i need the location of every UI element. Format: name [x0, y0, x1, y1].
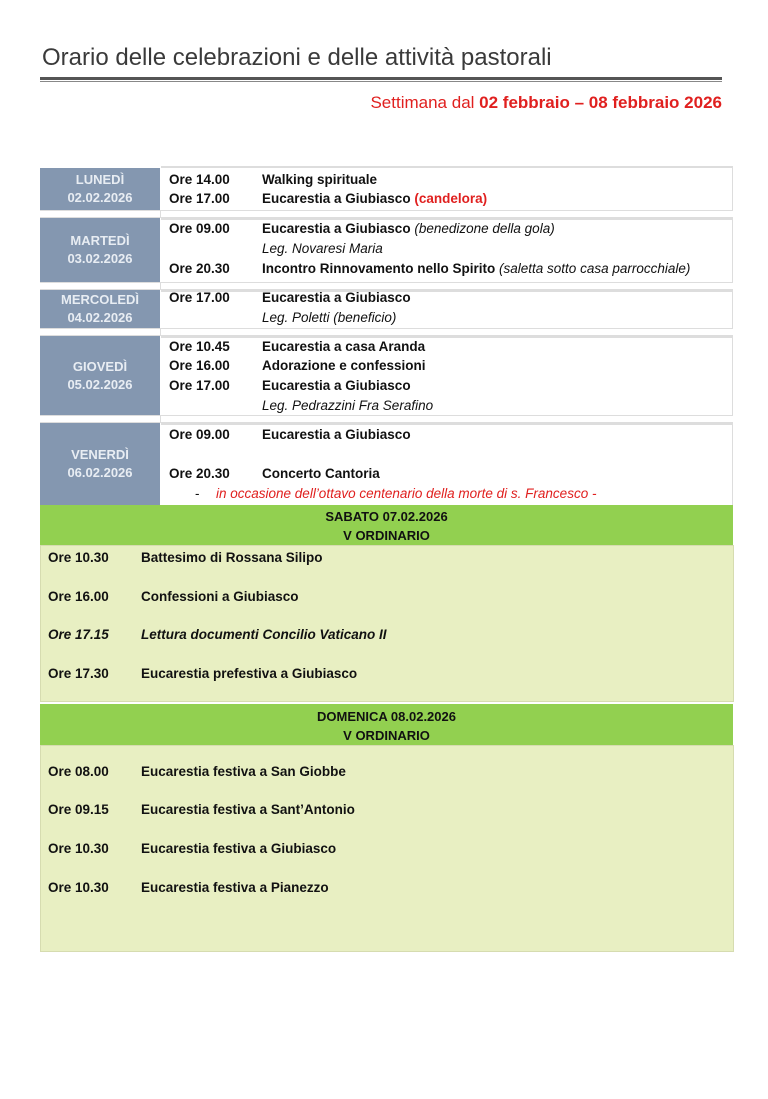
event-text: Eucarestia a Giubiasco [262, 290, 411, 305]
day-date: 03.02.2026 [67, 251, 133, 266]
day-cell-martedi [40, 218, 160, 282]
event-note: in occasione dell’ottavo centenario della morte di s. Francesco - [216, 486, 597, 501]
event-text: Eucarestia festiva a Pianezzo [141, 880, 329, 895]
row-gap [40, 210, 733, 218]
title-rule-thin [40, 81, 722, 82]
event-text: Eucarestia festiva a Sant’Antonio [141, 802, 355, 817]
event-note: Leg. Poletti (beneficio) [262, 310, 397, 325]
event-text [262, 261, 690, 276]
event-time: Ore 17.00 [169, 378, 230, 393]
saturday-subtitle: V ORDINARIO [343, 528, 430, 543]
event-text: Eucarestia a casa Aranda [262, 339, 426, 354]
event-time: Ore 17.15 [48, 627, 109, 642]
event-text: Concerto Cantoria [262, 466, 380, 481]
week-subtitle [370, 93, 722, 113]
day-cell-giovedi [40, 336, 160, 416]
event-text: Adorazione e confessioni [262, 358, 426, 373]
day-date: 06.02.2026 [67, 465, 133, 480]
saturday-title: SABATO 07.02.2026 [325, 509, 448, 524]
event-text: Eucarestia festiva a San Giobbe [141, 764, 346, 779]
day-date: 04.02.2026 [67, 310, 133, 325]
note-dash: - [195, 486, 200, 501]
event-text [262, 191, 487, 206]
event-text: Eucarestia prefestiva a Giubiasco [141, 666, 358, 681]
page-title: Orario delle celebrazioni e delle attività pastorali [42, 44, 552, 71]
event-time: Ore 17.00 [169, 191, 230, 206]
day-name: MARTEDÌ [70, 233, 130, 248]
event-time: Ore 10.45 [169, 339, 230, 354]
event-text: Battesimo di Rossana Silipo [141, 550, 323, 565]
event-time: Ore 10.30 [48, 550, 109, 565]
event-time: Ore 09.00 [169, 427, 230, 442]
event-text: Lettura documenti Concilio Vaticano II [141, 627, 387, 642]
day-cell-mercoledi [40, 290, 160, 328]
day-box [161, 290, 733, 330]
event-time: Ore 08.00 [48, 764, 109, 779]
event-time: Ore 20.30 [169, 466, 230, 481]
event-label: Eucarestia a Giubiasco [262, 221, 411, 236]
event-time: Ore 17.00 [169, 290, 230, 305]
event-extra: (benedizone della gola) [414, 221, 555, 236]
sunday-subtitle: V ORDINARIO [343, 728, 430, 743]
day-cell-lunedi [40, 168, 160, 210]
event-time: Ore 14.00 [169, 172, 230, 187]
event-text: Eucarestia a Giubiasco [262, 427, 411, 442]
row-gap [40, 328, 733, 336]
event-text [262, 221, 555, 236]
event-text: Eucarestia a Giubiasco [262, 378, 411, 393]
event-note: Leg. Novaresi Maria [262, 241, 383, 256]
event-extra: (candelora) [414, 191, 488, 206]
event-label: Incontro Rinnovamento nello Spirito [262, 261, 496, 276]
event-time: Ore 10.30 [48, 841, 109, 856]
day-name: LUNEDÌ [75, 172, 125, 187]
sunday-header [40, 704, 733, 745]
title-rule [40, 77, 722, 80]
event-note: Leg. Pedrazzini Fra Serafino [262, 398, 434, 413]
row-gap [40, 415, 733, 423]
event-text: Eucarestia festiva a Giubiasco [141, 841, 337, 856]
event-time: Ore 09.00 [169, 221, 230, 236]
event-text: Walking spirituale [262, 172, 378, 187]
event-time: Ore 10.30 [48, 880, 109, 895]
event-extra: (saletta sotto casa parrocchiale) [499, 261, 691, 276]
event-time: Ore 20.30 [169, 261, 230, 276]
event-label: Eucarestia a Giubiasco [262, 191, 411, 206]
subtitle-prefix: Settimana dal [370, 93, 480, 112]
day-date: 05.02.2026 [67, 377, 133, 392]
day-name: VENERDÌ [71, 447, 129, 462]
row-gap [40, 282, 733, 290]
day-date: 02.02.2026 [67, 190, 133, 205]
event-time: Ore 09.15 [48, 802, 109, 817]
day-name: MERCOLEDÌ [61, 292, 139, 307]
saturday-header [40, 505, 733, 545]
day-name: GIOVEDÌ [72, 359, 128, 374]
event-text: Confessioni a Giubiasco [141, 589, 299, 604]
event-time: Ore 16.00 [169, 358, 230, 373]
event-time: Ore 17.30 [48, 666, 109, 681]
sunday-title: DOMENICA 08.02.2026 [317, 709, 456, 724]
day-box [161, 336, 733, 418]
day-cell-venerdi [40, 423, 160, 505]
event-time: Ore 16.00 [48, 589, 109, 604]
subtitle-range: 02 febbraio – 08 febbraio 2026 [479, 93, 722, 112]
